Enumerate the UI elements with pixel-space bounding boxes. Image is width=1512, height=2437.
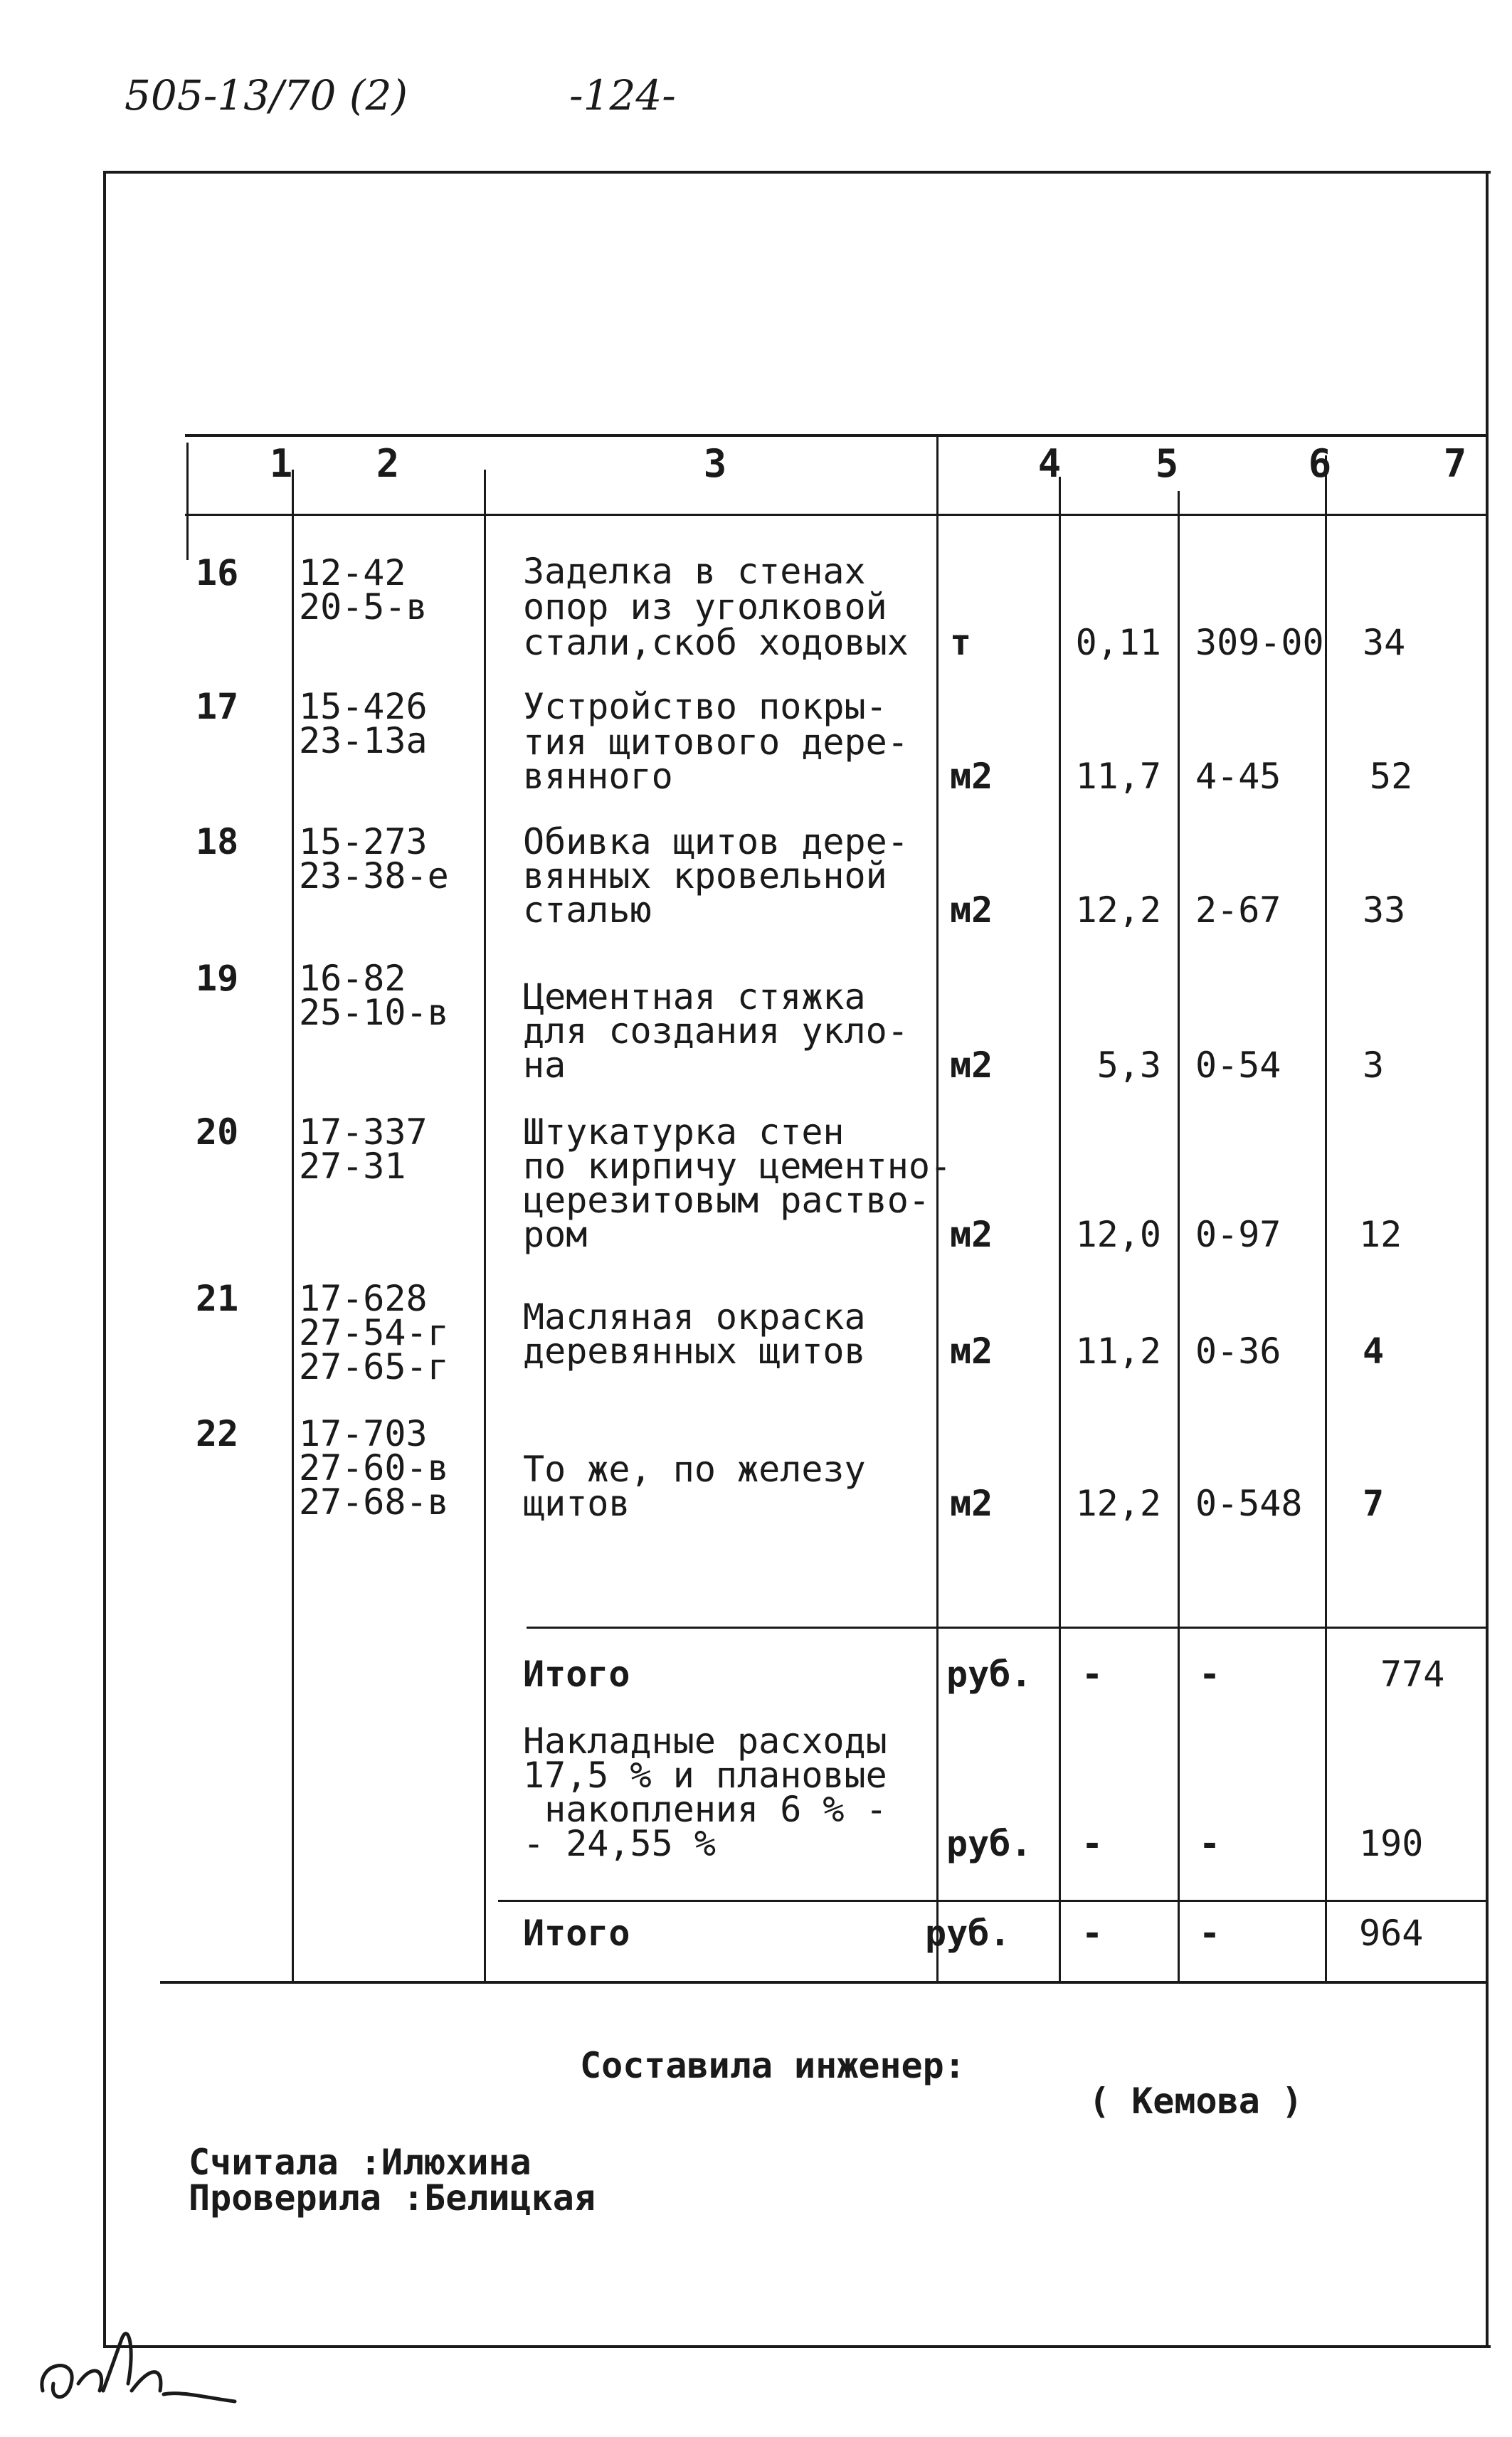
- row-19-qty: 5,3: [1096, 1045, 1161, 1086]
- frame-right-line: [1486, 171, 1489, 2348]
- row-21-price: 0-36: [1195, 1331, 1281, 1372]
- grand-total-price: -: [1199, 1913, 1221, 1954]
- row-20-qty: 12,0: [1075, 1214, 1161, 1255]
- header-bottom-line: [185, 514, 1487, 516]
- row-18-price: 2-67: [1195, 889, 1281, 931]
- row-22-unit: м2: [950, 1483, 993, 1524]
- row-16-qty: 0,11: [1075, 622, 1161, 663]
- row-18-total: 33: [1363, 889, 1406, 931]
- col-divider-4: [1059, 477, 1061, 1982]
- col-divider-5: [1178, 491, 1180, 1982]
- overhead-unit: руб.: [946, 1823, 1032, 1864]
- col-number-5: 5: [1155, 441, 1179, 486]
- row-19-number: 19: [196, 958, 239, 999]
- row-21-code-3: 27-65-г: [299, 1346, 449, 1387]
- row-20-number: 20: [196, 1111, 239, 1153]
- row-16-desc-3: стали,скоб ходовых: [523, 622, 909, 663]
- subtotal-total: 774: [1380, 1654, 1445, 1695]
- col-divider-3: [936, 434, 939, 1982]
- row-20-desc-4: ром: [523, 1214, 588, 1255]
- row-18-desc-3: сталью: [523, 889, 652, 931]
- row-20-total: 12: [1359, 1214, 1402, 1255]
- row-19-desc-3: на: [523, 1045, 566, 1086]
- grand-total-unit: руб.: [925, 1913, 1011, 1954]
- overhead-label-1: Накладные расходы: [523, 1720, 887, 1762]
- row-19-code-2: 25-10-в: [299, 992, 449, 1033]
- row-17-code-1: 15-426: [299, 686, 428, 727]
- row-17-number: 17: [196, 686, 239, 727]
- subtotal-label: Итого: [523, 1654, 630, 1695]
- signature-mark: [28, 2277, 242, 2433]
- row-16-unit: т: [950, 622, 972, 663]
- row-22-qty: 12,2: [1075, 1483, 1161, 1524]
- row-22-desc-2: щитов: [523, 1483, 630, 1524]
- row-20-unit: м2: [950, 1214, 993, 1255]
- row-17-price: 4-45: [1195, 756, 1281, 797]
- row-21-desc-2: деревянных щитов: [523, 1331, 866, 1372]
- row-19-desc-1: Цементная стяжка: [523, 976, 866, 1017]
- row-18-qty: 12,2: [1075, 889, 1161, 931]
- overhead-price: -: [1199, 1823, 1221, 1864]
- grand-total-label: Итого: [523, 1913, 630, 1954]
- row-19-code-1: 16-82: [299, 958, 406, 999]
- row-16-total: 34: [1363, 622, 1406, 663]
- frame-top-line: [103, 171, 1491, 174]
- subtotal-unit: руб.: [946, 1654, 1032, 1695]
- row-16-code-1: 12-42: [299, 552, 406, 593]
- col-divider-1: [292, 470, 294, 1982]
- row-17-desc-2: тия щитового дере-: [523, 721, 909, 763]
- table-bottom-line: [160, 1981, 1487, 1984]
- row-16-code-2: 20-5-в: [299, 586, 428, 628]
- row-21-number: 21: [196, 1278, 239, 1319]
- col-number-3: 3: [703, 441, 727, 486]
- counted-by: Считала :Илюхина: [189, 2142, 532, 2183]
- checked-by: Проверила :Белицкая: [189, 2177, 596, 2219]
- engineer-name: ( Кемова ): [1089, 2081, 1304, 2122]
- overhead-label-4: - 24,55 %: [523, 1823, 716, 1864]
- row-21-qty: 11,2: [1075, 1331, 1161, 1372]
- col-left-stub: [186, 443, 189, 560]
- row-18-unit: м2: [950, 889, 993, 931]
- row-22-price: 0-548: [1195, 1483, 1303, 1524]
- row-18-code-2: 23-38-е: [299, 855, 449, 897]
- row-16-desc-2: опор из уголковой: [523, 586, 887, 628]
- grand-total-total: 964: [1359, 1913, 1424, 1954]
- composed-by-label: Составила инженер:: [580, 2045, 966, 2086]
- subtotal-qty: -: [1082, 1654, 1104, 1695]
- overhead-label-3: накопления 6 % -: [523, 1789, 887, 1830]
- col-number-2: 2: [376, 441, 400, 486]
- row-17-code-2: 23-13а: [299, 720, 428, 761]
- row-19-total: 3: [1363, 1045, 1385, 1086]
- col-number-4: 4: [1037, 441, 1062, 486]
- row-22-number: 22: [196, 1413, 239, 1454]
- grand-total-qty: -: [1082, 1913, 1104, 1954]
- row-21-unit: м2: [950, 1331, 993, 1372]
- row-20-desc-2: по кирпичу цементно-: [523, 1146, 952, 1187]
- row-21-code-2: 27-54-г: [299, 1312, 449, 1353]
- row-20-code-1: 17-337: [299, 1111, 428, 1153]
- row-20-code-2: 27-31: [299, 1146, 406, 1187]
- col-number-6: 6: [1308, 441, 1332, 486]
- items-bottom-line: [527, 1627, 1487, 1629]
- page-number: -124-: [569, 71, 676, 120]
- row-17-total: 52: [1370, 756, 1413, 797]
- row-18-desc-1: Обивка щитов дере-: [523, 821, 909, 862]
- row-20-price: 0-97: [1195, 1214, 1281, 1255]
- row-16-desc-1: Заделка в стенах: [523, 551, 866, 592]
- col-divider-2: [484, 470, 486, 1982]
- row-17-qty: 11,7: [1075, 756, 1161, 797]
- frame-bottom-line: [103, 2345, 1491, 2348]
- col-divider-6: [1325, 455, 1327, 1982]
- subtotal-bottom-line: [498, 1900, 1487, 1902]
- row-17-desc-1: Устройство покры-: [523, 686, 887, 727]
- row-22-desc-1: То же, по железу: [523, 1449, 866, 1490]
- row-20-desc-3: церезитовым раство-: [523, 1180, 930, 1221]
- row-16-price: 309-00: [1195, 622, 1324, 663]
- row-19-price: 0-54: [1195, 1045, 1281, 1086]
- row-22-total: 7: [1363, 1483, 1385, 1524]
- doc-code: 505-13/70 (2): [125, 71, 408, 120]
- overhead-total: 190: [1359, 1823, 1424, 1864]
- row-17-desc-3: вянного: [523, 756, 673, 797]
- row-21-desc-1: Масляная окраска: [523, 1296, 866, 1338]
- overhead-label-2: 17,5 % и плановые: [523, 1755, 887, 1796]
- col-number-1: 1: [269, 441, 293, 486]
- row-19-unit: м2: [950, 1045, 993, 1086]
- frame-left-line: [103, 171, 106, 2348]
- overhead-qty: -: [1082, 1823, 1104, 1864]
- col-number-7: 7: [1443, 441, 1467, 486]
- row-16-number: 16: [196, 552, 239, 593]
- row-18-code-1: 15-273: [299, 821, 428, 862]
- table-top-line: [185, 434, 1487, 437]
- row-21-total: 4: [1363, 1331, 1385, 1372]
- row-18-number: 18: [196, 821, 239, 862]
- row-22-code-2: 27-60-в: [299, 1447, 449, 1489]
- row-19-desc-2: для создания укло-: [523, 1010, 909, 1052]
- row-18-desc-2: вянных кровельной: [523, 855, 887, 897]
- row-20-desc-1: Штукатурка стен: [523, 1111, 845, 1153]
- row-17-unit: м2: [950, 756, 993, 797]
- subtotal-price: -: [1199, 1654, 1221, 1695]
- row-22-code-3: 27-68-в: [299, 1481, 449, 1523]
- row-21-code-1: 17-628: [299, 1278, 428, 1319]
- row-22-code-1: 17-703: [299, 1413, 428, 1454]
